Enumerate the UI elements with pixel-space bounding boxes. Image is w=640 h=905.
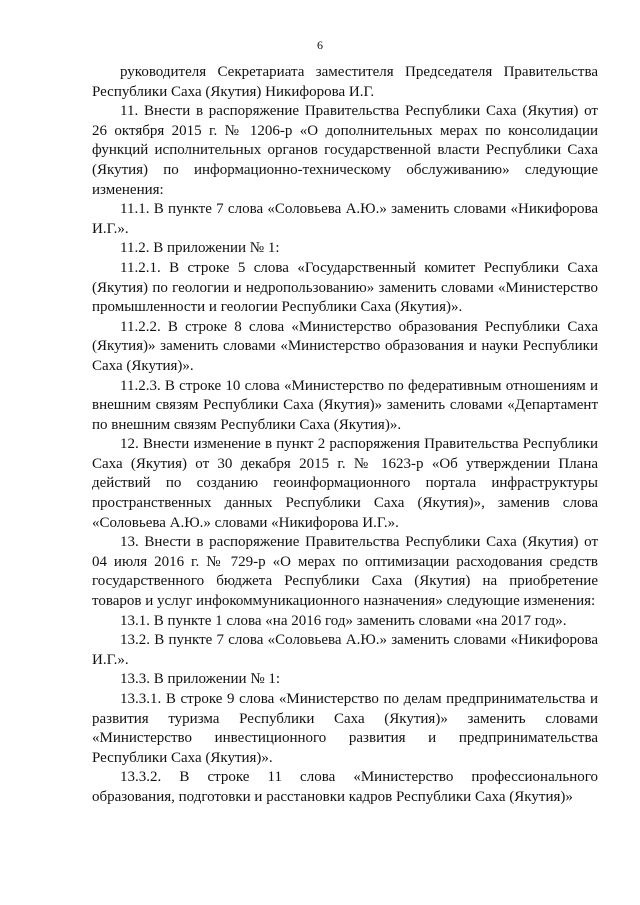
paragraph-11-2-1: 11.2.1. В строке 5 слова «Государственный комитет Республики Саха (Якутия) по геологии и недропользованию» заменить словами «Министерство промышленности и геологии Республики Саха (Якутия)».	[92, 259, 598, 316]
paragraph-13-3-2: 13.3.2. В строке 11 слова «Министерство профессионального образования, подготовки и расстановки кадров Республики Саха (Якутия)»	[92, 769, 598, 805]
paragraph-13-3: 13.3. В приложении № 1:	[120, 671, 281, 688]
paragraph-13: 13. Внести в распоряжение Правительства Республики Саха (Якутия) от 04 июля 2016 г. № 729-р «О мерах по оптимизации расходования средств государственного бюджета Республики Саха (Якутия) на приобретение товаров и услуг инфокоммуникационного назначения» следующие изменения:	[92, 534, 598, 610]
paragraph-12: 12. Внести изменение в пункт 2 распоряжения Правительства Республики Саха (Якутия) от 30 декабря 2015 г. № 1623-р «Об утверждении Плана действий по созданию геоинформационного портала инфраструктуры пространственных данных Республики Саха (Якутия)», заменив слова «Соловьева А.Ю.» словами «Никифорова И.Г.».	[92, 436, 598, 531]
paragraph-13-2: 13.2. В пункте 7 слова «Соловьева А.Ю.» заменить словами «Никифорова И.Г.».	[92, 632, 598, 668]
paragraph-11-2-2: 11.2.2. В строке 8 слова «Министерство образования Республики Саха (Якутия)» заменить словами «Министерство образования и науки Республики Саха (Якутия)».	[92, 318, 598, 374]
paragraph-11-2-3: 11.2.3. В строке 10 слова «Министерство по федеративным отношениям и внешним связям Республики Саха (Якутия)» заменить словами «Департамент по внешним связям Республики Саха (Якутия)».	[92, 377, 598, 433]
paragraph-11: 11. Внести в распоряжение Правительства Республики Саха (Якутия) от 26 октября 2015 г. № 1206-р «О дополнительных мерах по консолидации функций исполнительных органов государственной власти Республики Саха (Якутия) по информационно-техническому обслуживанию» следующие изменения:	[92, 103, 598, 198]
paragraph-13-3-1: 13.3.1. В строке 9 слова «Министерство по делам предпринимательства и развития туризма Республики Саха (Якутия)» заменить словами «Министерство инвестиционного развития и предпринимательства Республики Саха (Якутия)».	[92, 691, 598, 766]
paragraph-13-1: 13.1. В пункте 1 слова «на 2016 год» заменить словами «на 2017 год».	[120, 612, 567, 629]
paragraph-continuation: руководителя Секретариата заместителя Председателя Правительства Республики Саха (Якутия) Никифорова И.Г.	[92, 64, 598, 100]
page-number: 6	[317, 38, 323, 52]
paragraph-11-2: 11.2. В приложении № 1:	[120, 240, 280, 257]
document-body	[92, 63, 598, 808]
paragraph-11-1: 11.1. В пункте 7 слова «Соловьева А.Ю.» заменить словами «Никифорова И.Г.».	[92, 201, 598, 237]
